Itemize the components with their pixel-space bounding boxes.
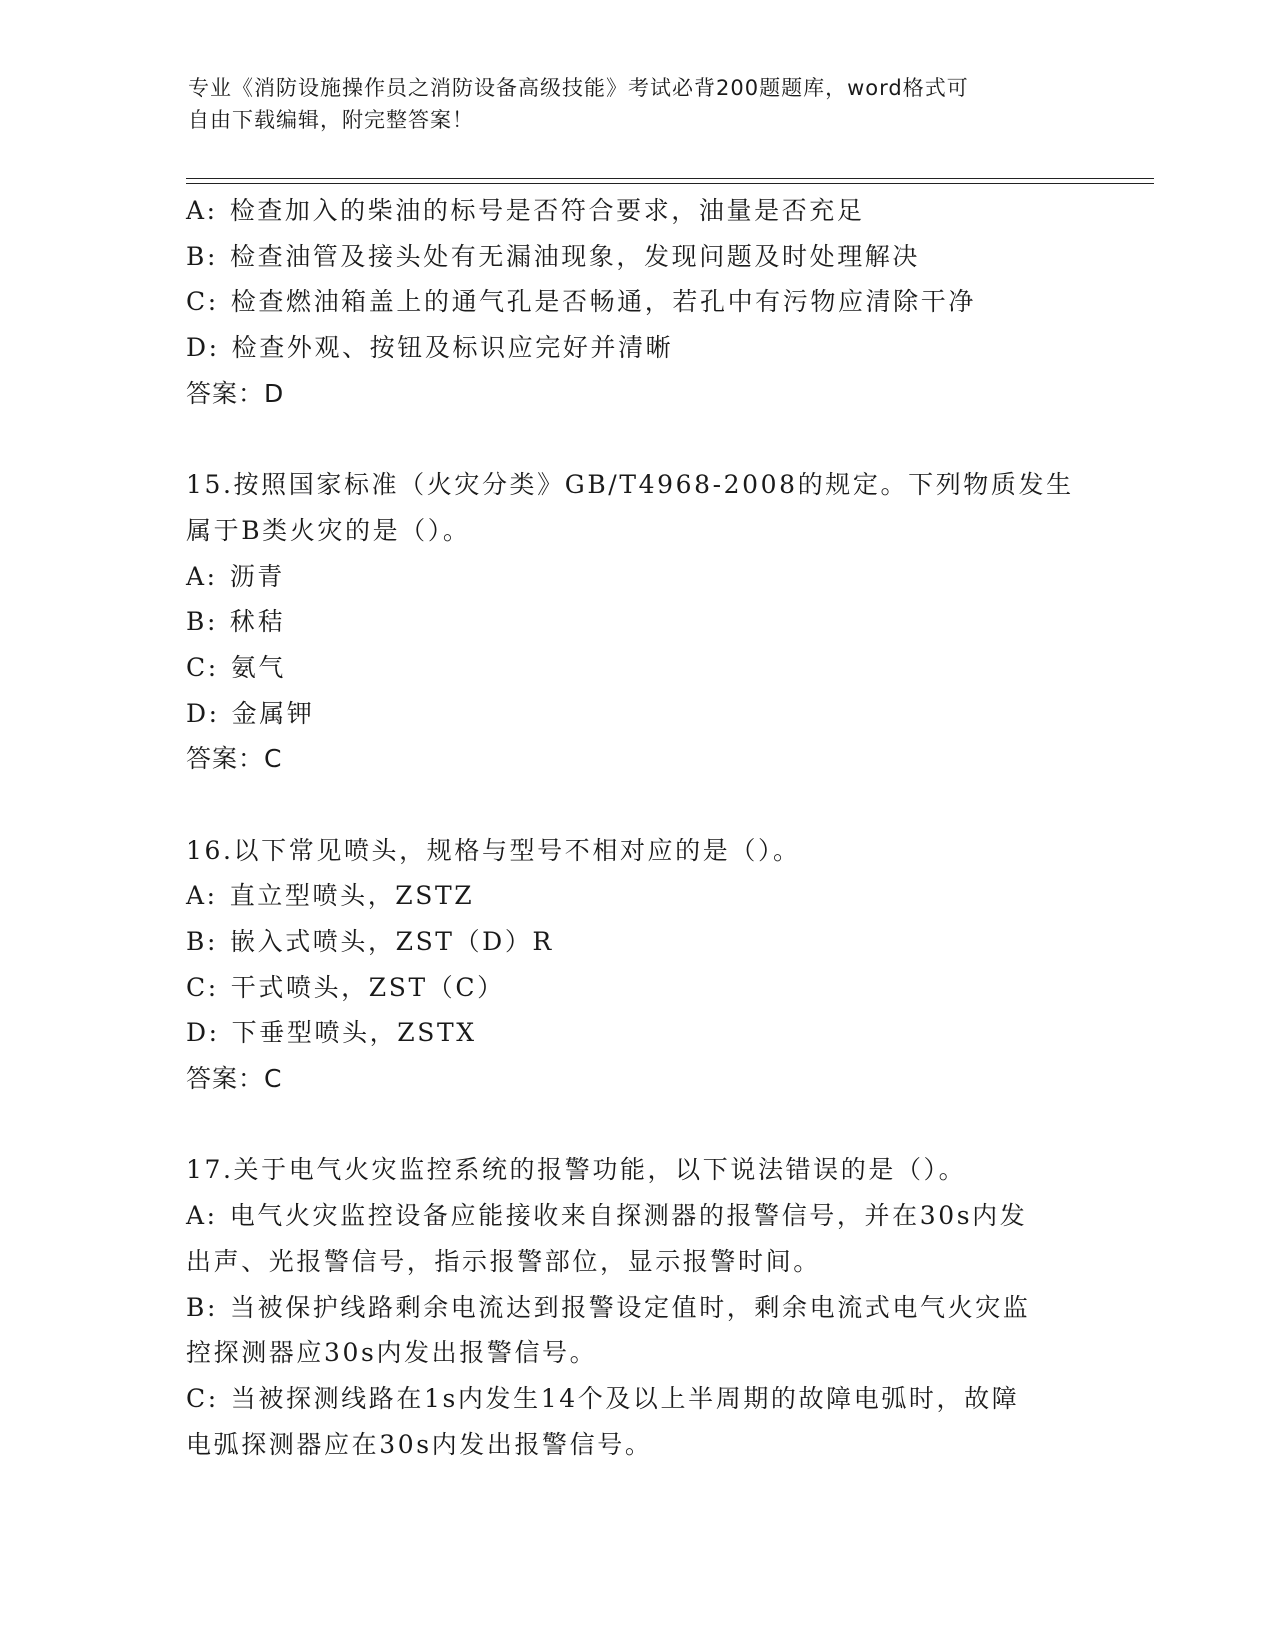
question-body — [186, 188, 1086, 1467]
q15-option-b — [186, 599, 1086, 645]
q16-option-c — [186, 965, 1086, 1011]
option-text: 电气火灾监控设备应能接收来自探测器的报警信号，并在30s内发 — [229, 1201, 1028, 1231]
option-text: 检查加入的柴油的标号是否符合要求，油量是否充足 — [229, 196, 865, 225]
q17-option-a-line-2: 出声、光报警信号，指示报警部位，显示报警时间。 — [186, 1246, 821, 1276]
option-text: 当被保护线路剩余电流达到报警设定值时，剩余电流式电气火灾监 — [230, 1292, 1031, 1322]
option-label: D: — [186, 1018, 220, 1048]
q17-option-b-line-2: 控探测器应30s内发出报警信号。 — [186, 1338, 598, 1368]
option-label: B: — [186, 241, 218, 271]
q16-stem: 16.以下常见喷头，规格与型号不相对应的是（）。 — [186, 835, 801, 865]
option-text: 检查燃油箱盖上的通气孔是否畅通，若孔中有污物应清除干净 — [230, 287, 976, 317]
question-15 — [186, 462, 1086, 782]
header-line-1: 专业《消防设施操作员之消防设备高级技能》考试必背200题题库，word格式可 — [188, 76, 969, 100]
option-text: 秫秸 — [230, 607, 286, 637]
option-text: 检查油管及接头处有无漏油现象，发现问题及时处理解决 — [230, 241, 921, 271]
option-label: B: — [186, 1292, 218, 1322]
option-label: A: — [186, 881, 218, 911]
spacer — [186, 416, 1086, 462]
q17-option-c-line-1 — [186, 1376, 1086, 1422]
q14-option-a — [186, 188, 1086, 234]
q17-option-c-line-2: 电弧探测器应在30s内发出报警信号。 — [186, 1429, 653, 1459]
option-text: 嵌入式喷头，ZST（D）R — [230, 927, 554, 956]
option-text: 干式喷头，ZST（C） — [230, 972, 505, 1002]
q16-option-b — [186, 919, 1086, 965]
q16-option-d — [186, 1010, 1086, 1056]
document-header — [188, 72, 1068, 136]
header-line-2: 自由下载编辑，附完整答案！ — [188, 108, 474, 132]
q16-option-a — [186, 873, 1086, 919]
option-text: 下垂型喷头，ZSTX — [231, 1018, 477, 1048]
option-label: A: — [186, 1201, 218, 1231]
option-text: 沥青 — [229, 561, 285, 591]
option-text: 氨气 — [230, 652, 286, 682]
option-label: D: — [186, 698, 220, 728]
q17-stem: 17.关于电气火灾监控系统的报警功能，以下说法错误的是（）。 — [186, 1155, 967, 1185]
header-divider-top — [186, 178, 1154, 179]
q15-option-c — [186, 645, 1086, 691]
option-label: B: — [186, 927, 218, 956]
option-text: 当被探测线路在1s内发生14个及以上半周期的故障电弧时，故障 — [230, 1383, 1020, 1413]
question-17 — [186, 1147, 1086, 1467]
q15-stem-line-1: 15.按照国家标准（火灾分类》GB/T4968-2008的规定。下列物质发生 — [186, 470, 1074, 500]
option-text: 金属钾 — [231, 698, 315, 728]
q15-stem-line-2: 属于B类火灾的是（）。 — [186, 515, 471, 545]
q14-option-b — [186, 234, 1086, 280]
q17-option-a-line-1 — [186, 1193, 1086, 1239]
header-divider-bottom — [186, 183, 1154, 184]
q14-option-c — [186, 279, 1086, 325]
option-label: D: — [186, 333, 220, 363]
option-text: 检查外观、按钮及标识应完好并清晰 — [231, 333, 674, 363]
option-label: C: — [186, 287, 219, 317]
option-label: A: — [186, 196, 218, 225]
q15-option-d — [186, 691, 1086, 737]
option-label: B: — [186, 607, 218, 637]
q17-option-b-line-1 — [186, 1285, 1086, 1331]
q14-option-d — [186, 325, 1086, 371]
spacer — [186, 782, 1086, 828]
question-14 — [186, 188, 1086, 416]
option-label: A: — [186, 561, 218, 591]
option-label: C: — [186, 1383, 219, 1413]
q15-answer: 答案：C — [186, 744, 283, 774]
option-label: C: — [186, 972, 219, 1002]
q16-answer: 答案：C — [186, 1064, 283, 1094]
spacer — [186, 1102, 1086, 1148]
q15-option-a — [186, 554, 1086, 600]
q14-answer: 答案：D — [186, 378, 285, 408]
option-text: 直立型喷头，ZSTZ — [229, 881, 475, 911]
option-label: C: — [186, 652, 219, 682]
question-16 — [186, 828, 1086, 1102]
